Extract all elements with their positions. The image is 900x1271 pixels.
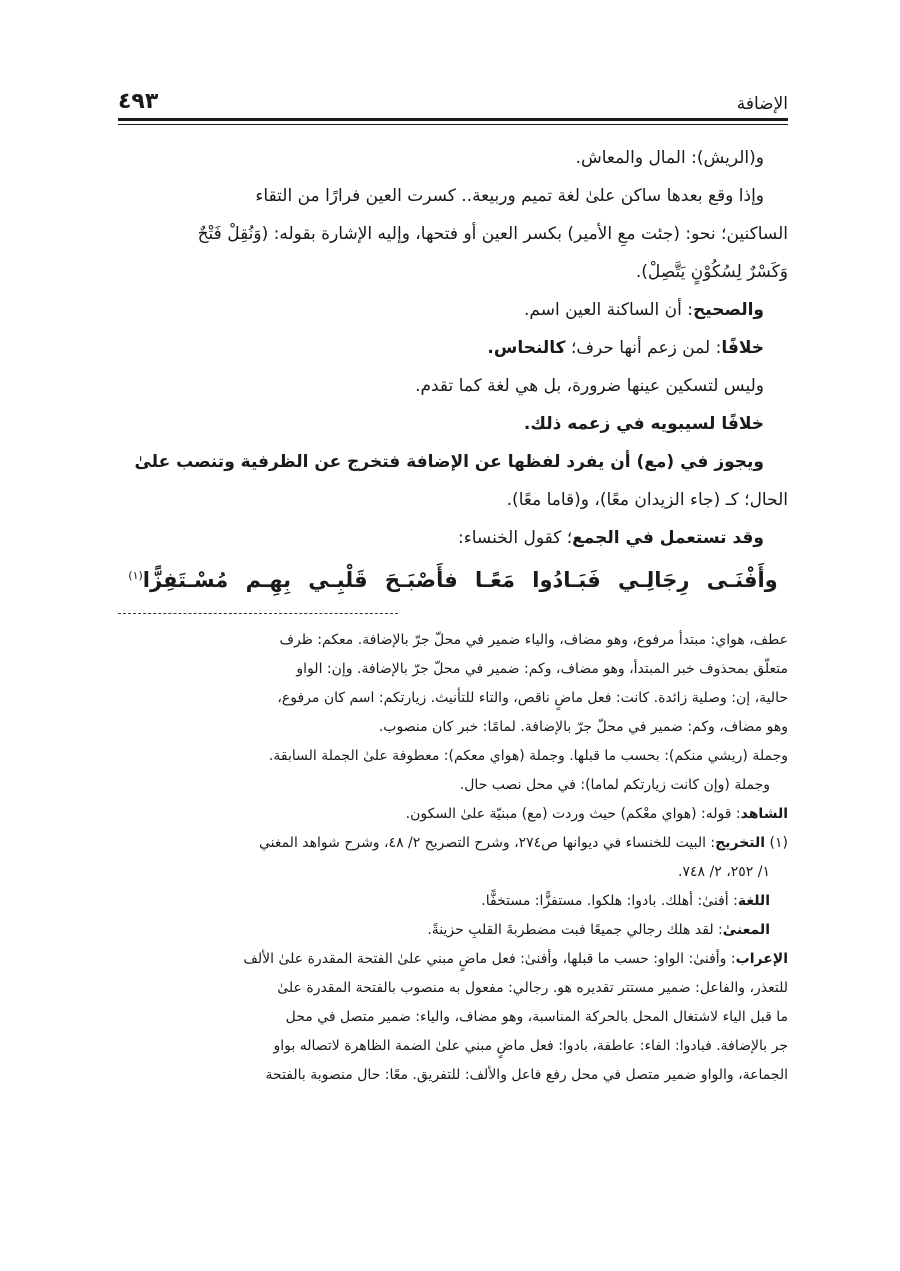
paragraph-line: ويجوز في (مع) أن يفرد لفظها عن الإضافة فتخرج عن الظرفية وتنصب علىٰ [134, 452, 764, 472]
paragraph-line: وَكَسْرٌ لِسُكُوْنٍ يَتَّصِلْ). [635, 262, 788, 282]
header-rule-thin [118, 124, 788, 125]
running-header [118, 80, 788, 114]
footnote-line [118, 829, 788, 858]
footnotes [118, 626, 788, 1090]
paragraph-line: الحال؛ كـ (جاء الزيدان معًا)، و(قاما معًا). [506, 490, 788, 510]
bold-term: خلافًا [721, 338, 764, 358]
footnote-label: اللغة [737, 893, 770, 909]
footnote-line: ١/ ٢٥٢، ٢/ ٧٤٨. [678, 864, 770, 880]
main-text [118, 139, 788, 599]
page-number: ٤٩٣ [118, 89, 159, 114]
paragraph-line: الساكنين؛ نحو: (جئت معِ الأمير) بكسر العين أو فتحها، وإليه الإشارة بقوله: (وَنُقِلْ فَتْحٌ [197, 224, 788, 244]
text-run: : البيت للخنساء في ديوانها ص٢٧٤، وشرح التصريح ٢/ ٤٨، وشرح شواهد المغني [258, 835, 716, 851]
footnote-line [118, 916, 788, 945]
footnote-line: وهو مضاف، وكم: ضمير في محلّ جرّ بالإضافة. لمامًا: خبر كان منصوب. [378, 719, 788, 735]
footnote-line: متعلّق بمحذوف خبر المبتدأ، وهو مضاف، وكم: ضمير في محلّ جرّ بالإضافة. وإن: الواو [296, 661, 788, 677]
footnote-line [118, 945, 788, 974]
footnote-line [118, 887, 788, 916]
footnote-number: (١) [765, 835, 788, 851]
footnote-line [118, 800, 788, 829]
footnote-line: وجملة (ريشي منكم): بحسب ما قبلها. وجملة (هواي معكم): معطوفة علىٰ الجملة السابقة. [268, 748, 788, 764]
footnote-line: وجملة (وإن كانت زيارتكم لماما): في محل نصب حال. [459, 777, 770, 793]
footnote-line: عطف، هواي: مبتدأ مرفوع، وهو مضاف، والياء ضمير في محلّ جرّ بالإضافة. معكم: ظرف [279, 632, 788, 648]
verse-text: وأَفْنَـى رِجَالِـي فَبَـادُوا مَعًـا فأَصْبَـحَ قَلْبِـي بِهِـم مُسْـتَفِزًّا [142, 568, 778, 592]
text-run: ؛ كقول الخنساء: [458, 528, 573, 548]
text-run: : أن الساكنة العين اسم. [524, 300, 694, 320]
text-run: : وأفنىٰ: الواو: حسب ما قبلها، وأفنىٰ: فعل ماضٍ مبني علىٰ الفتحة المقدرة علىٰ الألف [243, 951, 736, 967]
text-run: : أفنىٰ: أهلك. بادوا: هلكوا. مستفزًّا: مستخفًّا. [481, 893, 738, 909]
footnote-line: الجماعة، والواو ضمير متصل في محل رفع فاعل والألف: للتفريق. معًا: حال منصوبة بالفتحة [265, 1067, 788, 1083]
bold-term: وقد تستعمل في الجمع [572, 528, 764, 548]
footnote-label: التخريج [715, 835, 766, 851]
paragraph: و(الريش): المال والمعاش. [575, 148, 764, 168]
paragraph: وليس لتسكين عينها ضرورة، بل هي لغة كما تقدم. [415, 376, 764, 396]
footnote-line: للتعذر، والفاعل: ضمير مستتر تقديره هو. رجالي: مفعول به منصوب بالفتحة المقدرة علىٰ [277, 980, 788, 996]
header-rule-thick [118, 118, 788, 121]
paragraph [118, 291, 788, 329]
paragraph: خلافًا لسيبويه في زعمه ذلك. [523, 414, 764, 434]
bold-term: والصحيح [693, 300, 764, 320]
footnote-label: المعنىٰ [722, 922, 770, 938]
page [118, 80, 788, 1090]
bold-term: كالنحاس. [487, 338, 566, 358]
chapter-title: الإضافة [736, 94, 788, 114]
paragraph-line: وإذا وقع بعدها ساكن علىٰ لغة تميم وربيعة.. كسرت العين فرارًا من التقاء [255, 186, 764, 206]
footnote-line: ما قبل الياء لاشتغال المحل بالحركة المناسبة، وهو مضاف، والياء: ضمير متصل في محل [285, 1009, 788, 1025]
text-run: : قوله: (هواي معْكم) حيث وردت (مع) مبنيّة علىٰ السكون. [405, 806, 741, 822]
footnote-label: الشاهد [740, 806, 788, 822]
paragraph [118, 519, 788, 557]
footnote-line: جر بالإضافة. فبادوا: الفاء: عاطفة، بادوا: فعل ماضٍ مبني علىٰ الضمة الظاهرة لاتصاله بواو [273, 1038, 788, 1054]
paragraph [118, 329, 788, 367]
footnote-ref[interactable]: (١) [128, 569, 143, 582]
footnote-label: الإعراب [735, 951, 788, 967]
text-run: : لمن زعم أنها حرف؛ [565, 338, 722, 358]
poetry-verse [118, 557, 788, 599]
text-run: : لقد هلك رجالي جميعًا فبت مضطربةَ القلبِ حزينةً. [427, 922, 723, 938]
footnote-line: حالية، إن: وصلية زائدة. كانت: فعل ماضٍ ناقص، والتاء للتأنيث. زيارتكم: اسم كان مرفوع، [277, 690, 788, 706]
footnote-separator [118, 613, 398, 614]
